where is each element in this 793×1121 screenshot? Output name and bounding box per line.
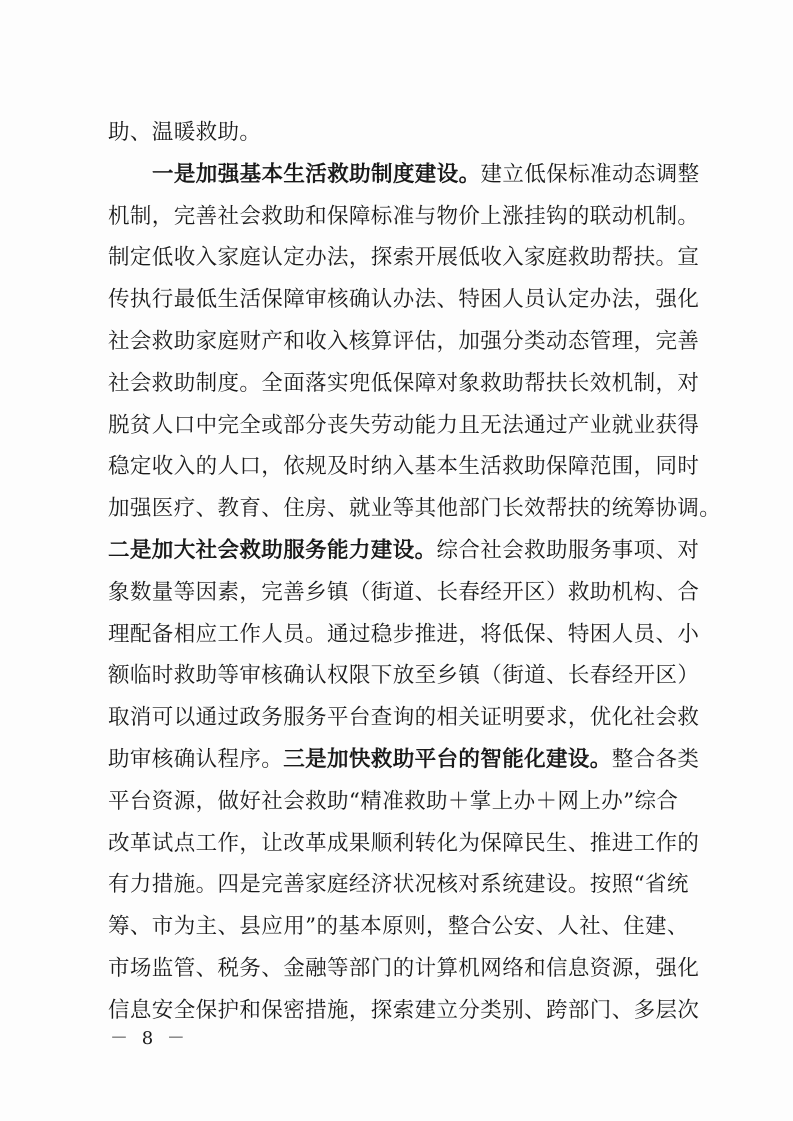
text-segment: 制定低收入家庭认定办法，探索开展低收入家庭救助帮扶。宣	[108, 245, 700, 271]
text-segment: 有力措施。四是完善家庭经济状况核对系统建设。按照“省统	[108, 872, 689, 898]
text-segment: 机制，完善社会救助和保障标准与物价上涨挂钩的联动机制。	[108, 203, 700, 229]
text-line	[108, 530, 700, 572]
bold-heading-segment: 三是加快救助平台的智能化建设。	[283, 746, 612, 772]
text-segment: 额临时救助等审核确认权限下放至乡镇（街道、长春经开区）	[108, 663, 700, 689]
text-line	[108, 864, 688, 906]
text-line	[108, 572, 700, 614]
text-line	[108, 279, 700, 321]
text-line	[108, 112, 688, 154]
text-line	[108, 739, 700, 781]
text-line	[108, 321, 700, 363]
text-line	[108, 405, 700, 447]
text-line	[108, 237, 700, 279]
bold-heading-segment: 一是加强基本生活救助制度建设。	[152, 161, 481, 187]
text-line	[108, 488, 722, 530]
text-segment: 建立低保标准动态调整	[480, 161, 700, 187]
text-segment: 社会救助制度。全面落实兜低保障对象救助帮扶长效机制，对	[108, 370, 700, 396]
text-segment: 理配备相应工作人员。通过稳步推进，将低保、特困人员、小	[108, 621, 700, 647]
text-line	[108, 196, 700, 238]
text-line	[108, 948, 700, 990]
text-segment: 助审核确认程序。	[108, 746, 284, 772]
page-number: － 8 －	[110, 1028, 189, 1049]
body-text	[108, 112, 722, 1032]
text-line	[108, 906, 688, 948]
bold-heading-segment: 二是加大社会救助服务能力建设。	[108, 537, 437, 563]
text-segment: 传执行最低生活保障审核确认办法、特困人员认定办法，强化	[108, 287, 700, 313]
text-line	[108, 655, 700, 697]
text-segment: 稳定收入的人口，依规及时纳入基本生活救助保障范围，同时	[108, 454, 700, 480]
text-segment: 脱贫人口中完全或部分丧失劳动能力且无法通过产业就业获得	[108, 412, 700, 438]
text-line	[108, 154, 700, 196]
text-line	[108, 446, 700, 488]
text-line	[108, 823, 700, 865]
text-line	[108, 990, 700, 1032]
text-segment: 象数量等因素，完善乡镇（街道、长春经开区）救助机构、合	[108, 579, 700, 605]
text-line	[108, 697, 700, 739]
text-line	[108, 614, 700, 656]
text-line	[108, 363, 700, 405]
text-line	[108, 781, 688, 823]
text-segment: 整合各类	[611, 746, 700, 772]
text-segment: 平台资源，做好社会救助“精准救助＋掌上办＋网上办”综合	[108, 788, 679, 814]
text-segment: 加强医疗、教育、住房、就业等其他部门长效帮扶的统筹协调。	[108, 496, 722, 522]
text-segment: 取消可以通过政务服务平台查询的相关证明要求，优化社会救	[108, 705, 700, 731]
text-segment: 助、温暖救助。	[108, 120, 262, 145]
text-segment: 改革试点工作，让改革成果顺利转化为保障民生、推进工作的	[108, 830, 700, 856]
text-segment: 筹、市为主、县应用”的基本原则，整合公安、人社、住建、	[108, 914, 689, 940]
text-segment: 社会救助家庭财产和收入核算评估，加强分类动态管理，完善	[108, 328, 700, 354]
text-segment: 信息安全保护和保密措施，探索建立分类别、跨部门、多层次	[108, 997, 700, 1023]
text-segment: 市场监管、税务、金融等部门的计算机网络和信息资源，强化	[108, 955, 700, 981]
text-segment: 综合社会救助服务事项、对	[436, 537, 700, 563]
